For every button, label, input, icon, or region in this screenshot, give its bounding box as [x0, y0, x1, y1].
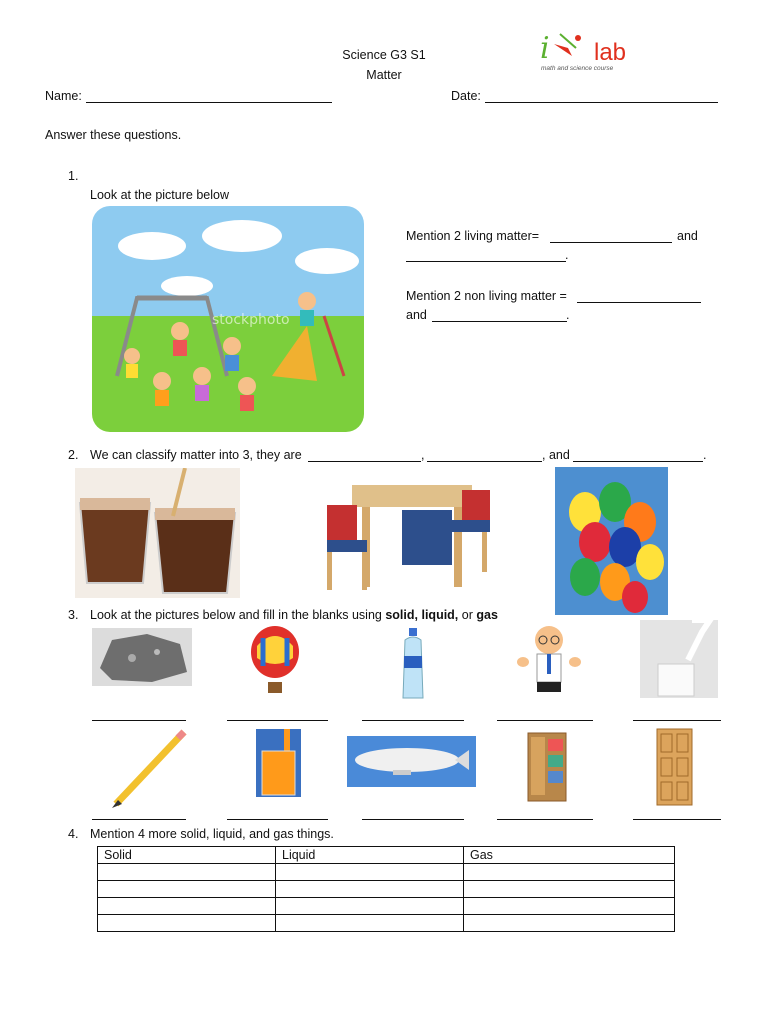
rock-picture — [92, 628, 192, 686]
q3-answer-water[interactable] — [362, 719, 464, 721]
worksheet-title: Science G3 S1 — [342, 48, 426, 62]
ilab-logo — [538, 26, 648, 74]
q2-period: . — [703, 448, 707, 462]
q2-answer-3[interactable] — [573, 460, 703, 462]
table-cell[interactable] — [276, 864, 464, 881]
balloons-picture — [555, 467, 668, 615]
date-label: Date: — [451, 89, 481, 103]
ilab-logo-graphic — [538, 26, 648, 74]
q1-living-answer-1[interactable] — [550, 241, 672, 243]
q1-nonliving-and: and — [406, 308, 427, 322]
q1-nonliving-period: . — [566, 308, 570, 322]
q1-nonliving-answer-1[interactable] — [577, 301, 701, 303]
q2-number: 2. — [68, 448, 79, 462]
q3-instruction — [90, 608, 498, 622]
q2-answer-2[interactable] — [427, 460, 542, 462]
q4-number: 4. — [68, 827, 79, 841]
airship-picture — [347, 736, 476, 787]
table-row — [98, 915, 675, 932]
table-row — [98, 864, 675, 881]
q3-answer-man[interactable] — [497, 719, 593, 721]
logo-mark: i — [540, 31, 550, 66]
q1-prompt: Look at the picture below — [90, 188, 229, 202]
column-header-solid: Solid — [98, 847, 276, 864]
q3-solid: solid, — [385, 608, 418, 622]
q1-number: 1. — [68, 169, 79, 183]
table-row — [98, 898, 675, 915]
q3-answer-milk[interactable] — [633, 719, 721, 721]
column-header-liquid: Liquid — [276, 847, 464, 864]
table-cell[interactable] — [98, 898, 276, 915]
q3-answer-rock[interactable] — [92, 719, 186, 721]
q3-answer-juice[interactable] — [227, 818, 328, 820]
table-cell[interactable] — [98, 881, 276, 898]
cartoon-man-picture — [515, 622, 583, 700]
q3-answer-cabinet[interactable] — [497, 818, 593, 820]
orange-juice-picture — [256, 729, 301, 797]
table-cell[interactable] — [98, 864, 276, 881]
q3-gas: gas — [476, 608, 498, 622]
q1-living-text: Mention 2 living matter= — [406, 229, 540, 243]
q3-number: 3. — [68, 608, 79, 622]
q3-liquid: liquid, — [421, 608, 459, 622]
hot-air-balloon-picture — [248, 626, 303, 696]
table-cell[interactable] — [464, 898, 675, 915]
q3-answer-airship[interactable] — [362, 818, 464, 820]
picture-watermark: stockphoto — [212, 312, 290, 328]
table-row — [98, 881, 675, 898]
table-header-row — [98, 847, 675, 864]
q1-living-period: . — [565, 248, 569, 262]
pencil-picture — [108, 728, 188, 810]
q2-text: We can classify matter into 3, they are — [90, 448, 302, 462]
q1-nonliving-text: Mention 2 non living matter = — [406, 289, 567, 303]
table-cell[interactable] — [464, 881, 675, 898]
cabinet-picture — [526, 731, 568, 803]
table-cell[interactable] — [464, 864, 675, 881]
coffee-glasses-picture — [75, 468, 240, 598]
table-cell[interactable] — [276, 898, 464, 915]
q2-and: , and — [542, 448, 570, 462]
q2-comma: , — [421, 448, 425, 462]
playground-picture — [92, 206, 364, 432]
water-bottle-picture — [399, 626, 427, 701]
table-cell[interactable] — [276, 915, 464, 932]
door-picture — [656, 728, 693, 806]
logo-text: lab — [594, 39, 627, 66]
q3-or: or — [461, 608, 473, 622]
q4-prompt: Mention 4 more solid, liquid, and gas things. — [90, 827, 334, 841]
date-field[interactable] — [485, 101, 718, 103]
q1-nonliving-answer-2[interactable] — [432, 320, 567, 322]
q1-living-and: and — [677, 229, 698, 243]
worksheet-subtitle: Matter — [366, 68, 402, 82]
name-field[interactable] — [86, 101, 332, 103]
q3-answer-balloon[interactable] — [227, 719, 328, 721]
q3-answer-pencil[interactable] — [92, 818, 186, 820]
table-cell[interactable] — [464, 915, 675, 932]
table-cell[interactable] — [98, 915, 276, 932]
answer-table — [97, 846, 675, 932]
table-cell[interactable] — [276, 881, 464, 898]
q3-text: Look at the pictures below and fill in the blanks using — [90, 608, 382, 622]
table-chairs-picture — [322, 480, 495, 595]
q1-living-answer-2[interactable] — [406, 260, 566, 262]
q2-answer-1[interactable] — [308, 460, 421, 462]
logo-tagline: math and science course — [541, 65, 614, 72]
milk-glass-picture — [640, 620, 718, 698]
q3-answer-door[interactable] — [633, 818, 721, 820]
column-header-gas: Gas — [464, 847, 675, 864]
name-label: Name: — [45, 89, 82, 103]
instructions: Answer these questions. — [45, 128, 182, 142]
